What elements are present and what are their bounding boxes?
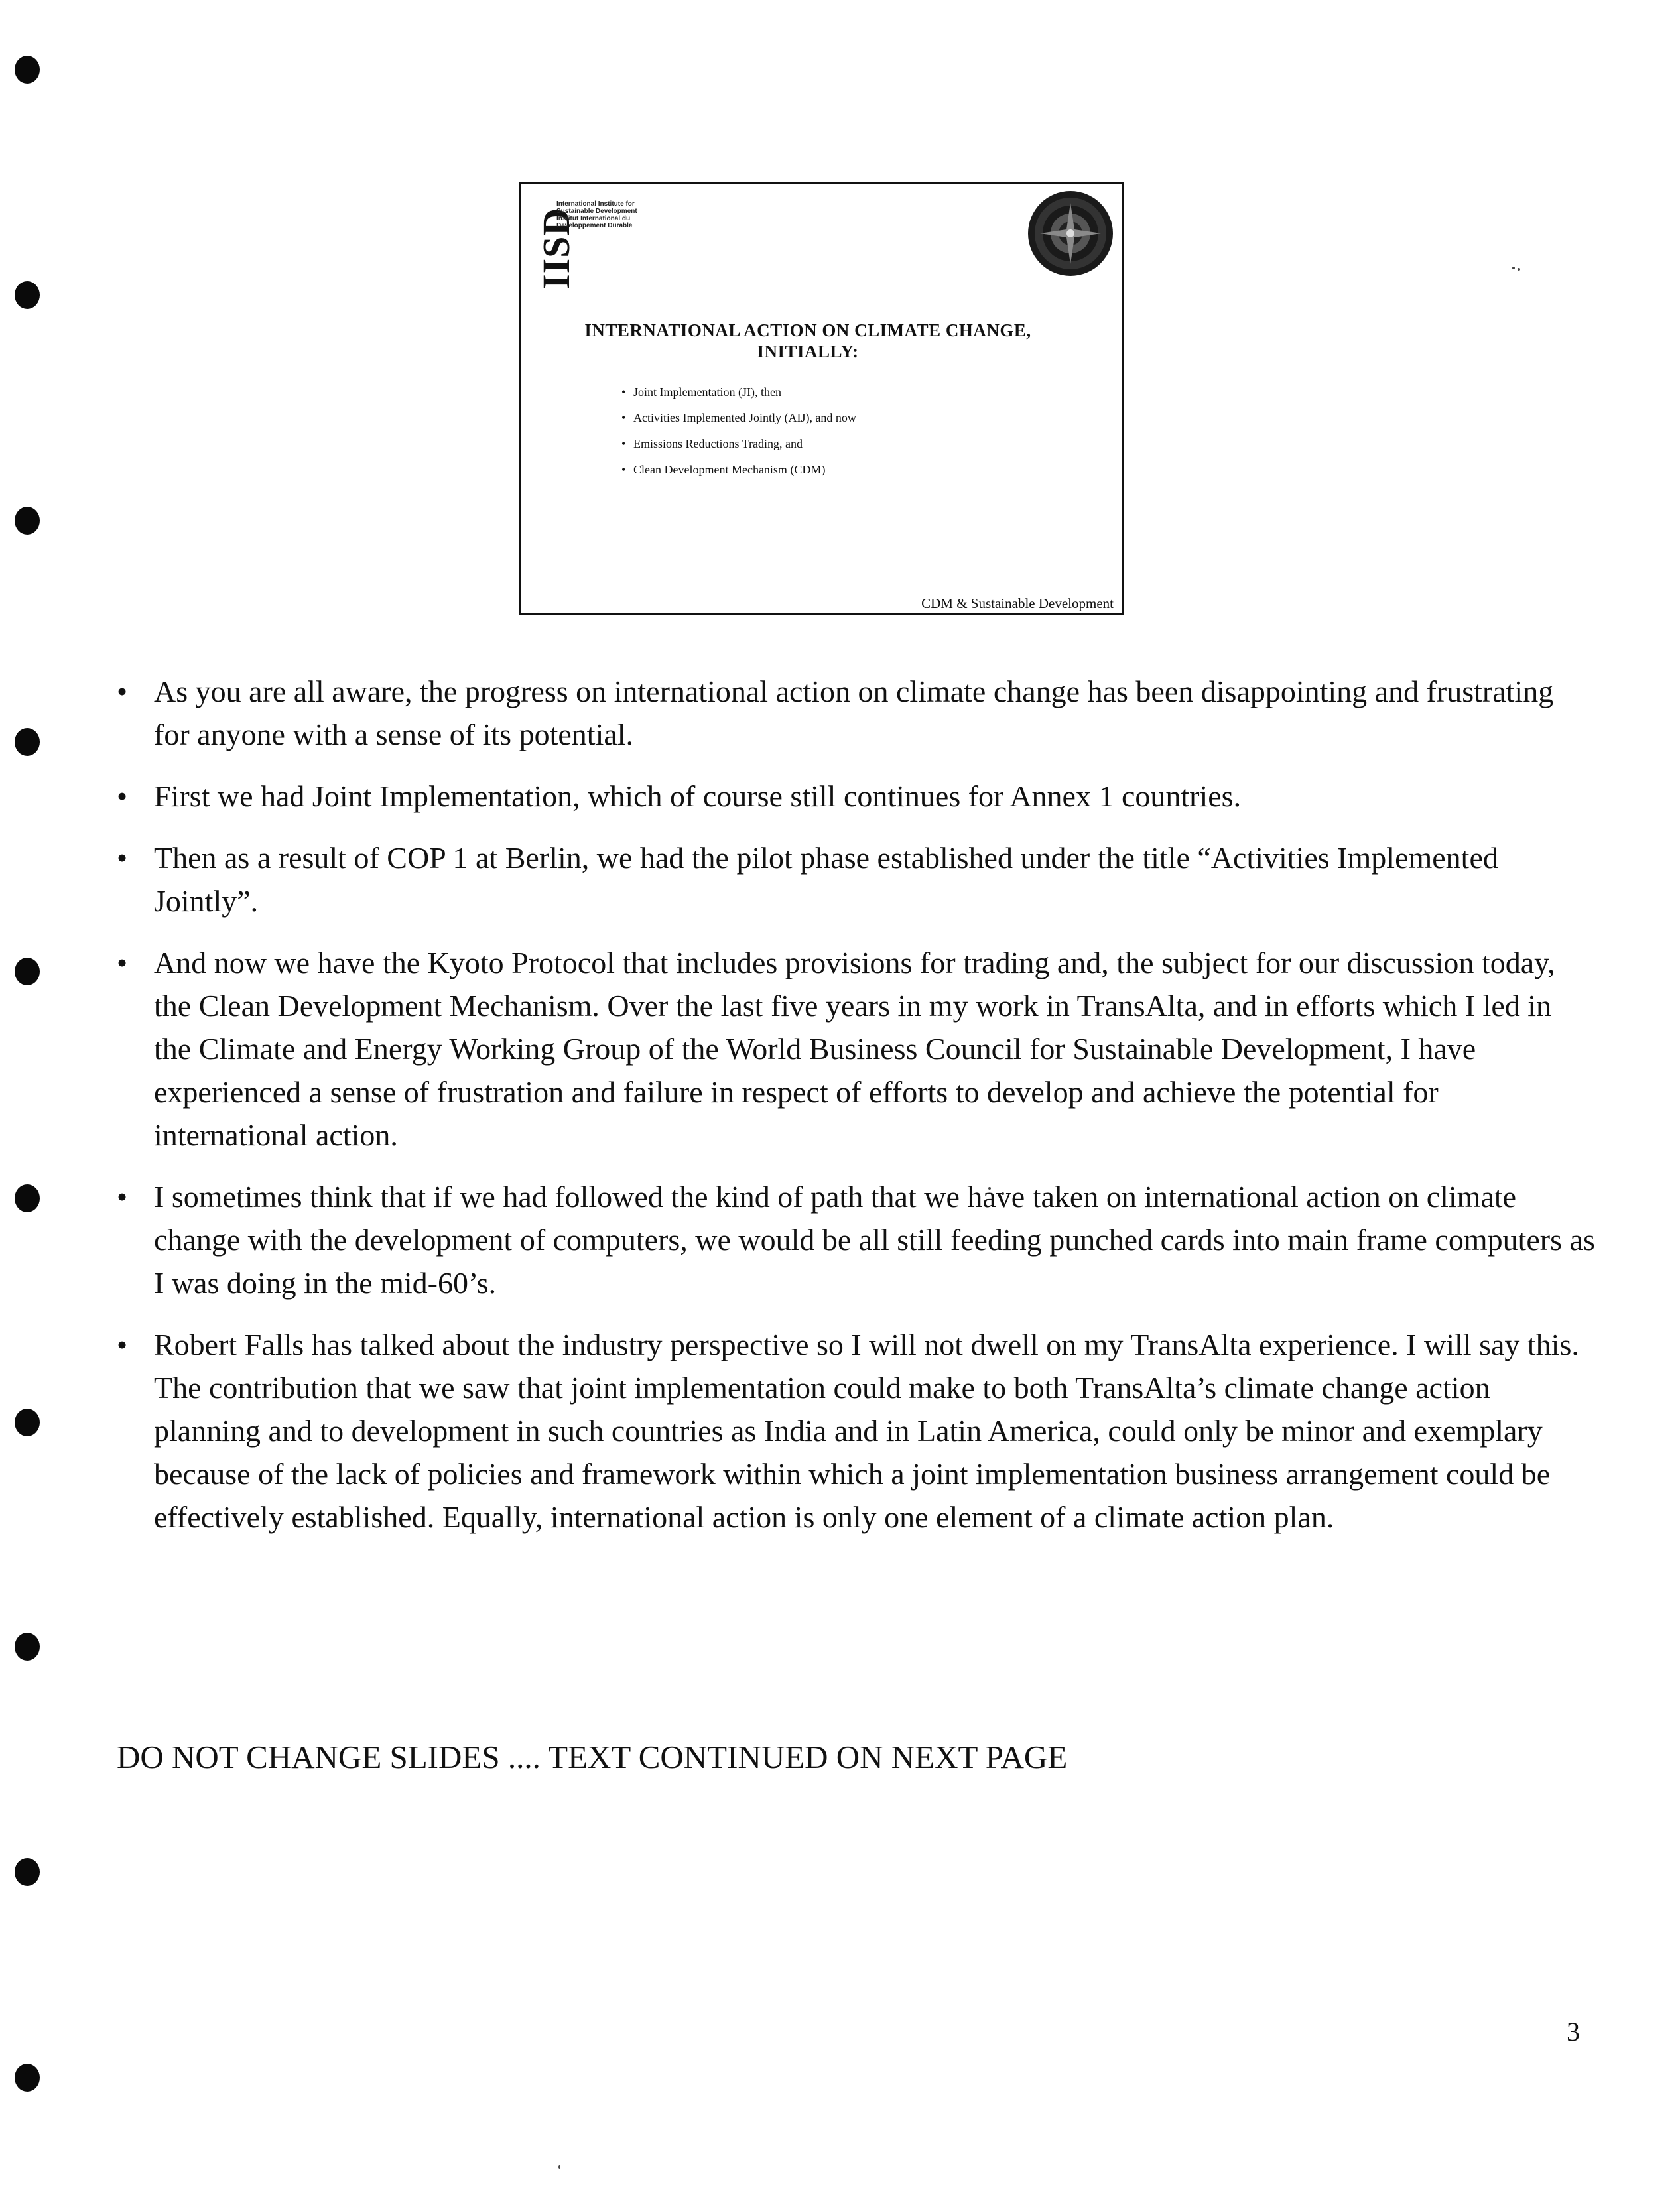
bullet-glyph: • — [621, 463, 626, 476]
binder-hole — [15, 1858, 40, 1886]
slide-title-line: INITIALLY: — [757, 342, 859, 361]
speaker-notes-list — [117, 670, 1596, 1557]
bullet-glyph: • — [117, 674, 128, 708]
slide-bullet-item — [621, 385, 856, 410]
bullet-glyph: • — [621, 437, 626, 450]
slide-title — [521, 320, 1122, 362]
slide-bullet-list — [621, 385, 856, 488]
continuation-note: DO NOT CHANGE SLIDES .... TEXT CONTINUED ON NEXT PAGE — [117, 1739, 1068, 1775]
org-name-line: Institut International du — [556, 215, 631, 222]
slide-thumbnail — [519, 182, 1124, 615]
bullet-glyph: • — [117, 779, 128, 813]
speaker-note-text: I sometimes think that if we had followed the kind of path that we have taken on international action on climate change with the development of computers, we would be all still feeding punched cards into main frame computers as I was doing in the mid-60’s. — [154, 1180, 1595, 1300]
speaker-note-item — [117, 775, 1596, 818]
binder-hole — [15, 1409, 40, 1436]
slide-bullet-text: Activities Implemented Jointly (AIJ), and now — [633, 411, 856, 424]
speaker-note-item — [117, 836, 1596, 922]
binder-hole — [15, 56, 40, 84]
slide-bullet-item — [621, 436, 856, 462]
org-name-line: Developpement Durable — [556, 222, 633, 229]
speaker-note-text: Robert Falls has talked about the industry perspective so I will not dwell on my TransAlta experience. I will say this. The contribution that we saw that joint implementation could make to both TransAlta’s climate change action planning and to development in such countries as India and in Latin America, could only be minor and exemplary because of the lack of policies and framework within which a joint implementation business arrangement could be effectively established. Equally, international action is only one element of a climate action plan. — [154, 1328, 1579, 1534]
binder-hole — [15, 958, 40, 985]
slide-bullet-text: Joint Implementation (JI), then — [633, 385, 781, 399]
bullet-glyph: • — [117, 946, 128, 979]
bullet-glyph: • — [117, 1328, 128, 1361]
scan-speck — [1518, 268, 1520, 271]
slide-bullet-item — [621, 410, 856, 436]
speaker-note-text: Then as a result of COP 1 at Berlin, we had the pilot phase established under the title “Activities Implemented Jointly”. — [154, 841, 1498, 918]
binder-hole — [15, 507, 40, 535]
seal-emblem — [1027, 190, 1114, 277]
org-name-line: Sustainable Development — [556, 208, 637, 215]
binder-hole — [15, 728, 40, 756]
speaker-note-item — [117, 941, 1596, 1157]
bullet-glyph: • — [621, 385, 626, 399]
binder-hole — [15, 1633, 40, 1661]
slide-bullet-item — [621, 462, 856, 488]
bullet-glyph: • — [621, 411, 626, 424]
bullet-glyph: • — [117, 1180, 128, 1214]
slide-bullet-text: Clean Development Mechanism (CDM) — [633, 463, 826, 476]
page-number: 3 — [1567, 2017, 1580, 2047]
org-name-line: International Institute for — [556, 200, 635, 208]
bullet-glyph: • — [117, 841, 128, 875]
speaker-note-item — [117, 1323, 1596, 1539]
scan-speck — [558, 2165, 560, 2169]
speaker-note-text: First we had Joint Implementation, which of course still continues for Annex 1 countries. — [154, 779, 1242, 813]
speaker-note-item — [117, 1175, 1596, 1304]
binder-hole — [15, 1184, 40, 1212]
speaker-note-text: As you are all aware, the progress on international action on climate change has been disappointing and frustrating for anyone with a sense of its potential. — [154, 674, 1554, 751]
binder-hole — [15, 2064, 40, 2092]
scan-speck — [1512, 267, 1515, 269]
slide-title-line: INTERNATIONAL ACTION ON CLIMATE CHANGE, — [584, 320, 1031, 340]
speaker-note-item — [117, 670, 1596, 756]
binder-hole — [15, 281, 40, 309]
speaker-note-text: And now we have the Kyoto Protocol that includes provisions for trading and, the subject for our discussion today, the Clean Development Mechanism. Over the last five years in my work in TransAlta, and in efforts which I led in the Climate and Energy Working Group of the World Business Council for Sustainable Development, I have experienced a sense of frustration and failure in respect of efforts to develop and achieve the potential for international action. — [154, 946, 1555, 1152]
org-name — [556, 200, 637, 229]
slide-bullet-text: Emissions Reductions Trading, and — [633, 437, 803, 450]
slide-footer: CDM & Sustainable Development — [921, 596, 1114, 611]
iisd-logo-letters: IISD — [535, 207, 578, 289]
